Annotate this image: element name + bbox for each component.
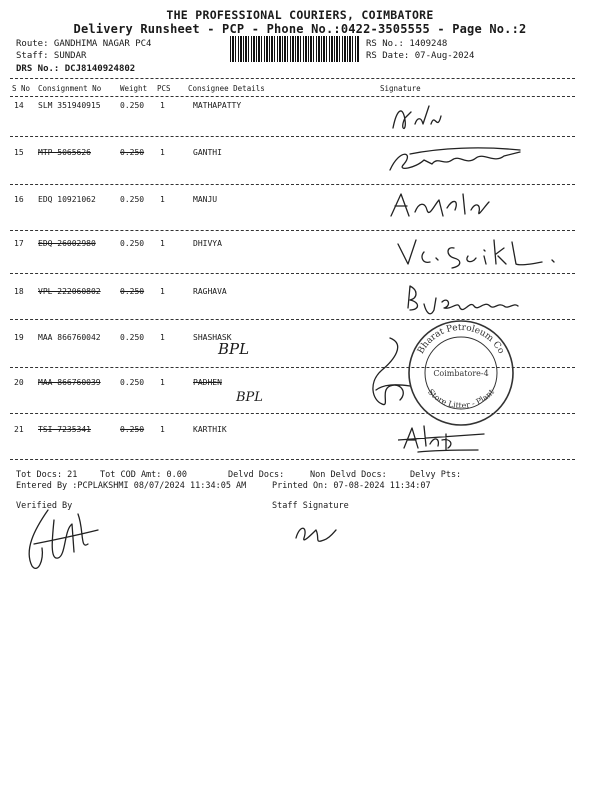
table-top-rule xyxy=(10,78,575,79)
handwritten-note: BPL xyxy=(218,340,250,358)
row-pcs: 1 xyxy=(160,378,165,387)
total-cod: Tot COD Amt: 0.00 xyxy=(100,470,187,480)
row-consignee: MANJU xyxy=(193,195,218,204)
row-sno: 20 xyxy=(14,378,24,387)
entered-by: Entered By :PCPLAKSHMI 08/07/2024 11:34:05 AM xyxy=(16,481,247,491)
row-weight: 0.250 xyxy=(120,148,145,157)
row-consignment: MTP 5065626 xyxy=(38,148,91,157)
row-weight: 0.250 xyxy=(120,425,145,434)
non-delivered-docs: Non Delvd Docs: xyxy=(310,470,387,480)
row-consignee: MATHAPATTY xyxy=(193,101,242,110)
row-weight: 0.250 xyxy=(120,333,145,342)
staff-signature-label: Staff Signature xyxy=(272,501,349,511)
row-consignment: MAA 866760042 xyxy=(38,333,101,342)
barcode-image xyxy=(230,36,360,62)
column-header-signature: Signature xyxy=(380,84,421,93)
column-header-consignment: Consignment No xyxy=(38,84,102,93)
row-pcs: 1 xyxy=(160,195,165,204)
row-consignee: RAGHAVA xyxy=(193,287,227,296)
runsheet-subtitle: Delivery Runsheet - PCP - Phone No.:0422-3505555 - Page No.:2 xyxy=(73,22,527,36)
row-consignee: SHASHASK xyxy=(193,333,232,342)
row-divider xyxy=(10,136,575,137)
signature-image xyxy=(385,188,495,226)
verifier-signature xyxy=(14,500,104,584)
row-consignee: DHIVYA xyxy=(193,239,222,248)
row-weight: 0.250 xyxy=(120,378,145,387)
row-sno: 16 xyxy=(14,195,24,204)
column-header-consignee: Consignee Details xyxy=(188,84,265,93)
row-pcs: 1 xyxy=(160,425,165,434)
company-stamp xyxy=(406,318,516,432)
row-consignment: MAA 866760039 xyxy=(38,378,101,387)
delivered-docs: Delvd Docs: xyxy=(228,470,285,480)
row-consignee: GANTHI xyxy=(193,148,222,157)
svg-text:Bharat Petroleum Co xyxy=(416,323,506,356)
staff-label: Staff: SUNDAR xyxy=(16,51,87,61)
table-header-rule xyxy=(10,96,575,97)
row-sno: 14 xyxy=(14,101,24,110)
row-consignee: PADHEN xyxy=(193,378,222,387)
row-weight: 0.250 xyxy=(120,195,145,204)
row-consignee: KARTHIK xyxy=(193,425,227,434)
row-pcs: 1 xyxy=(160,101,165,110)
row-divider xyxy=(10,230,575,231)
drs-number: DRS No.: DCJ8140924802 xyxy=(16,64,136,74)
row-sno: 17 xyxy=(14,239,24,248)
row-consignment: EDQ 10921062 xyxy=(38,195,96,204)
verified-by-label: Verified By xyxy=(16,501,73,511)
company-title: THE PROFESSIONAL COURIERS, COIMBATORE xyxy=(166,8,434,22)
row-consignment: VPL 222060802 xyxy=(38,287,101,296)
total-docs: Tot Docs: 21 xyxy=(16,470,78,480)
signature-image xyxy=(380,142,530,186)
svg-text:Store Litter - Plant xyxy=(426,387,496,410)
table-bottom-rule xyxy=(10,459,575,460)
row-sno: 21 xyxy=(14,425,24,434)
route-label: Route: GANDHIMA NAGAR PC4 xyxy=(16,39,152,49)
row-weight: 0.250 xyxy=(120,287,145,296)
row-consignment: SLM 351940915 xyxy=(38,101,101,110)
printed-on: Printed On: 07-08-2024 11:34:07 xyxy=(272,481,431,491)
column-header-weight: Weight xyxy=(120,84,148,93)
rs-date: RS Date: 07-Aug-2024 xyxy=(366,51,475,61)
row-pcs: 1 xyxy=(160,148,165,157)
delivery-points: Delvy Pts: xyxy=(410,470,462,480)
row-pcs: 1 xyxy=(160,239,165,248)
row-sno: 18 xyxy=(14,287,24,296)
stamp-top-text: Bharat Petroleum Co xyxy=(416,322,506,356)
signature-image xyxy=(392,232,572,276)
row-consignment: EDQ 26002980 xyxy=(38,239,96,248)
row-pcs: 1 xyxy=(160,333,165,342)
stamp-bottom-text: Store Litter - Plant xyxy=(426,387,496,411)
column-header-sno: S No xyxy=(12,84,31,93)
row-sno: 19 xyxy=(14,333,24,342)
rs-number: RS No.: 1409248 xyxy=(366,39,448,49)
row-sno: 15 xyxy=(14,148,24,157)
row-weight: 0.250 xyxy=(120,101,145,110)
signature-image xyxy=(385,98,445,142)
row-consignment: TSI 7235341 xyxy=(38,425,91,434)
stamp-mid-text: Coimbatore-4 xyxy=(433,369,489,378)
staff-signature xyxy=(290,518,340,552)
handwritten-note: BPL xyxy=(236,390,263,405)
row-pcs: 1 xyxy=(160,287,165,296)
row-weight: 0.250 xyxy=(120,239,145,248)
column-header-pcs: PCS xyxy=(157,84,171,93)
